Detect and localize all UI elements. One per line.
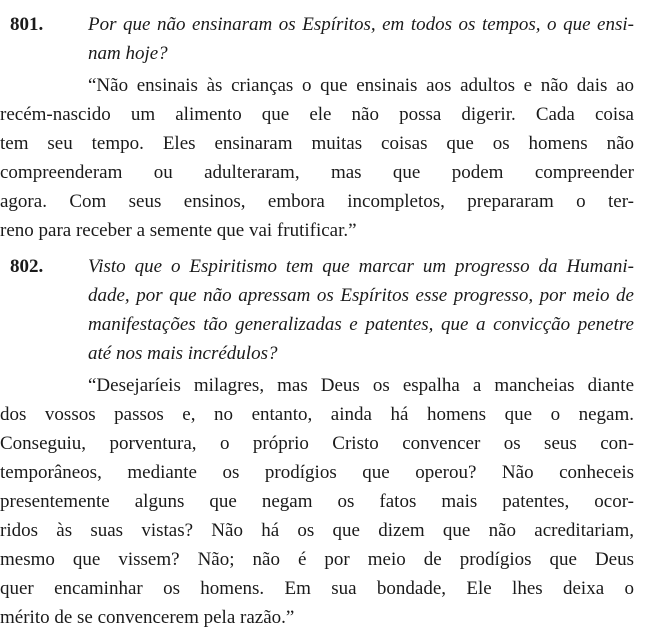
- answer-line: compreenderam ou adulteraram, mas que podem compreender: [0, 162, 634, 183]
- question-number: 801.: [10, 14, 44, 35]
- question-text: [88, 252, 634, 368]
- question-number: 802.: [10, 256, 44, 277]
- question-line: dade, por que não apressam os Espíritos esse progresso, por meio de: [88, 285, 634, 306]
- answer-line: ridos às suas vistas? Não há os que dizem que não acreditariam,: [0, 520, 634, 541]
- answer-line: agora. Com seus ensinos, embora incompletos, prepararam o ter-: [0, 191, 634, 212]
- answer-line: quer encaminhar os homens. Em sua bondade, Ele lhes deixa o: [0, 578, 634, 599]
- answer-line: Conseguiu, porventura, o próprio Cristo convencer os seus con-: [0, 433, 634, 454]
- question-line: Por que não ensinaram os Espíritos, em todos os tempos, o que ensi-: [88, 14, 634, 35]
- answer-line: recém-nascido um alimento que ele não possa digerir. Cada coisa: [0, 104, 634, 125]
- answer-line: mérito de se convencerem pela razão.”: [0, 607, 295, 628]
- answer-line: tem seu tempo. Eles ensinaram muitas coisas que os homens não: [0, 133, 634, 154]
- answer-line: dos vossos passos e, no entanto, ainda há homens que o negam.: [0, 404, 634, 425]
- question-text: [88, 10, 634, 68]
- question-line: manifestações tão generalizadas e patentes, que a convicção penetre: [88, 314, 634, 335]
- answer-line: mesmo que vissem? Não; não é por meio de prodígios que Deus: [0, 549, 634, 570]
- answer-line: “Não ensinais às crianças o que ensinais aos adultos e não dais ao: [88, 75, 634, 96]
- question-line: até nos mais incrédulos?: [88, 343, 278, 364]
- question-line: Visto que o Espiritismo tem que marcar um progresso da Humani-: [88, 256, 634, 277]
- answer-line: “Desejaríeis milagres, mas Deus os espalha a mancheias diante: [88, 375, 634, 396]
- question-line: nam hoje?: [88, 43, 168, 64]
- answer-line: presentemente alguns que negam os fatos mais patentes, ocor-: [0, 491, 634, 512]
- answer-line: reno para receber a semente que vai frutificar.”: [0, 220, 357, 241]
- answer-text: [0, 371, 634, 632]
- answer-line: temporâneos, mediante os prodígios que operou? Não conheceis: [0, 462, 634, 483]
- answer-text: [0, 71, 634, 245]
